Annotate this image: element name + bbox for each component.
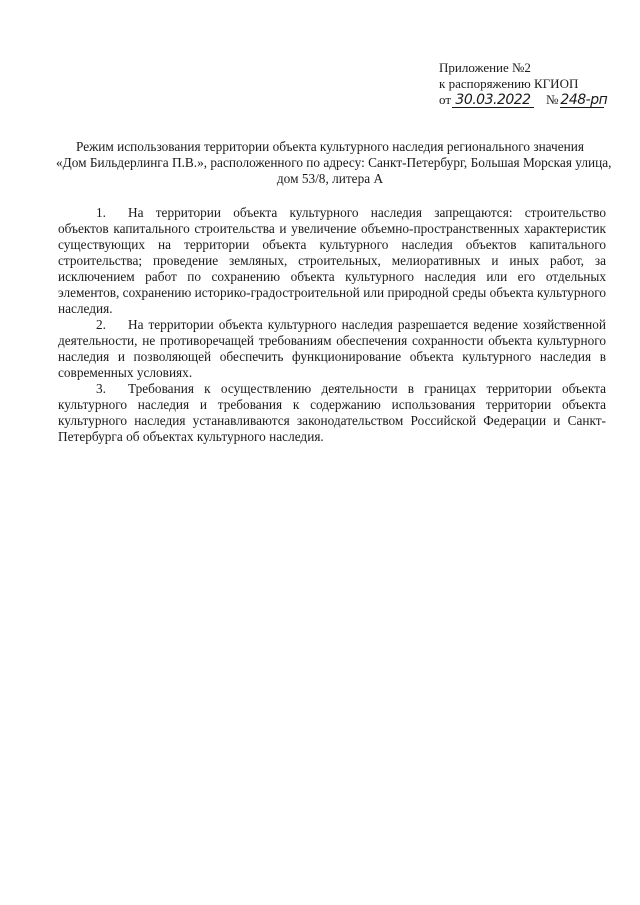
handwritten-order-number: 248-рп: [560, 92, 608, 108]
title-line-2: «Дом Бильдерлинга П.В.», расположенного по адресу: Санкт-Петербург, Большая Морская улица,: [56, 155, 612, 170]
document-body: [58, 205, 606, 445]
title-line-3: дом 53/8, литера А: [276, 171, 384, 186]
document-title: [56, 139, 612, 187]
paragraph-number: 1.: [96, 205, 106, 220]
paragraph-2: [58, 317, 606, 381]
paragraph-number: 2.: [96, 317, 106, 332]
appendix-header: [439, 60, 608, 108]
paragraph-text: На территории объекта культурного наследия запрещаются: строительство объектов капитального строительства и увеличение объемно-пространственных характеристик существующих на территории объекта культурного наследия объектов капитального строительства; проведение земляных, строительных, мелиоративных и иных работ, за исключением работ по сохранению объекта культурного наследия или его отдельных элементов, сохранению историко-градостроительной или природной среды объекта культурного наследия.: [58, 205, 606, 316]
number-prefix: №: [546, 92, 559, 107]
appendix-order-reference: к распоряжению КГИОП: [439, 76, 579, 91]
paragraph-1: [58, 205, 606, 317]
paragraph-number: 3.: [96, 381, 106, 396]
appendix-title: Приложение №2: [439, 60, 531, 75]
handwritten-date: 30.03.2022: [452, 93, 534, 108]
title-line-1: Режим использования территории объекта культурного наследия регионального значения: [76, 139, 584, 154]
appendix-date-number-line: [439, 92, 608, 108]
date-prefix: от: [439, 92, 452, 107]
paragraph-text: Требования к осуществлению деятельности в границах территории объекта культурного наследия и требования к содержанию использования территории объекта культурного наследия устанавливаются законодательством Российской Федерации и Санкт-Петербурга об объектах культурного наследия.: [58, 381, 606, 444]
paragraph-text: На территории объекта культурного наследия разрешается ведение хозяйственной деятельности, не противоречащей требованиям обеспечения сохранности объекта культурного наследия и позволяющей обеспечить функционирование объекта культурного наследия в современных условиях.: [58, 317, 606, 380]
paragraph-3: [58, 381, 606, 445]
